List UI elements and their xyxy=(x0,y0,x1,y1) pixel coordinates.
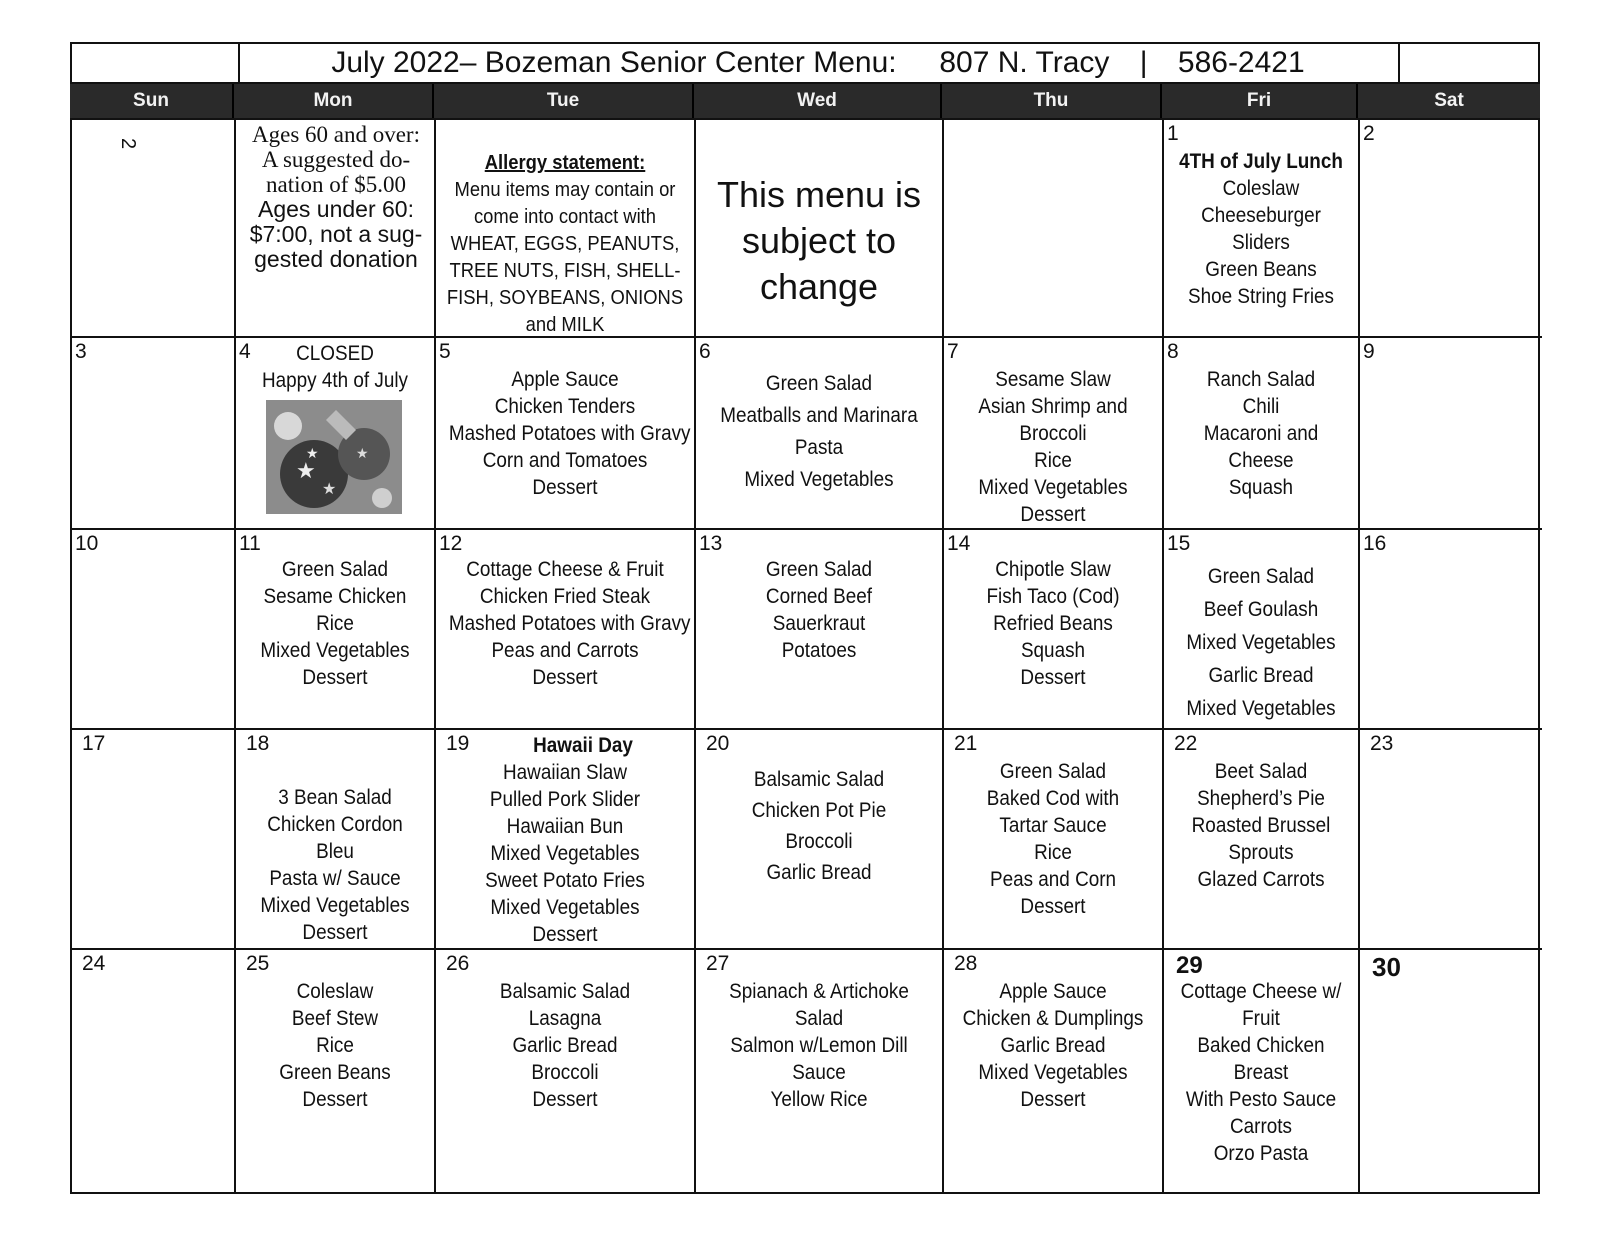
cell-w2-fri xyxy=(1164,338,1360,530)
date-number: 22 xyxy=(1174,732,1198,755)
menu-item: Roasted Brussel xyxy=(1191,814,1331,837)
title-separator: | xyxy=(1139,46,1148,79)
donation-line: Ages 60 and over: xyxy=(252,122,420,147)
date-number: 5 xyxy=(439,340,451,363)
date-number: 10 xyxy=(75,532,99,555)
menu-item: Carrots xyxy=(1230,1115,1292,1138)
donation-line: A suggested do- xyxy=(261,147,411,172)
menu-item: Beef Stew xyxy=(291,1007,379,1030)
date-number: 12 xyxy=(439,532,463,555)
menu-item: Mixed Vegetables xyxy=(490,842,640,865)
menu-item: Pulled Pork Slider xyxy=(489,788,641,811)
menu-item: Fish Taco (Cod) xyxy=(986,585,1120,608)
menu-item: Mixed Vegetables xyxy=(260,639,410,662)
menu-items xyxy=(708,556,929,664)
menu-item: Dessert xyxy=(1020,666,1086,689)
menu-item: Green Beans xyxy=(1205,258,1317,281)
menu-item: Squash xyxy=(1020,639,1086,662)
menu-items xyxy=(1174,978,1349,1167)
menu-item: Mixed Vegetables xyxy=(978,476,1128,499)
menu-item: Garlic Bread xyxy=(1208,664,1314,687)
menu-item: Green Beans xyxy=(279,1061,391,1084)
allergy-line: TREE NUTS, FISH, SHELL- xyxy=(449,260,681,282)
date-number: 11 xyxy=(239,532,261,555)
cell-w5-wed xyxy=(696,950,944,1192)
date-number: 7 xyxy=(947,340,959,363)
cell-w3-tue xyxy=(436,530,696,730)
donation-line: Ages under 60: xyxy=(257,196,414,222)
day-head-fri: Fri xyxy=(1162,84,1358,118)
notice-line: This menu is xyxy=(716,174,922,215)
menu-item: Dessert xyxy=(1020,503,1086,526)
allergy-statement xyxy=(446,150,683,338)
menu-item: Green Salad xyxy=(765,372,873,395)
menu-item: Dessert xyxy=(532,923,598,946)
cell-w1-wed xyxy=(696,120,944,338)
date-number: 20 xyxy=(706,732,730,755)
cell-w1-mon xyxy=(236,120,436,338)
date-number: 25 xyxy=(246,952,270,975)
svg-text:★: ★ xyxy=(296,458,316,483)
menu-item: Rice xyxy=(316,612,354,635)
menu-item: Shoe String Fries xyxy=(1187,285,1335,308)
donation-line: nation of $5.00 xyxy=(266,172,406,197)
cell-w5-fri xyxy=(1164,950,1360,1192)
menu-item: Salad xyxy=(794,1007,844,1030)
donation-line: $7:00, not a sug- xyxy=(249,221,423,247)
menu-item: Rice xyxy=(316,1034,354,1057)
menu-item: Peas and Carrots xyxy=(491,639,639,662)
cell-w2-tue xyxy=(436,338,696,530)
date-number: 9 xyxy=(1363,340,1375,363)
date-number: 18 xyxy=(246,732,270,755)
cell-w2-mon xyxy=(236,338,436,530)
donation-note xyxy=(240,122,432,272)
menu-items xyxy=(246,978,424,1113)
date-number: 15 xyxy=(1167,532,1191,555)
change-notice xyxy=(696,172,942,310)
cell-w4-tue xyxy=(436,730,696,950)
cell-w4-wed xyxy=(696,730,944,950)
cell-w3-wed xyxy=(696,530,944,730)
menu-item: Mashed Potatoes with Gravy xyxy=(448,422,691,445)
menu-item: Sweet Potato Fries xyxy=(485,869,645,892)
menu-item: Bleu xyxy=(316,840,354,863)
cell-w3-sat xyxy=(1360,530,1542,730)
date-number: 23 xyxy=(1370,732,1394,755)
date-number: 1 xyxy=(1167,122,1179,145)
allergy-title: Allergy statement: xyxy=(484,152,646,174)
menu-item: Dessert xyxy=(532,476,598,499)
cell-w4-thu xyxy=(944,730,1164,950)
menu-item: Broccoli xyxy=(531,1061,599,1084)
date-number: 21 xyxy=(954,732,978,755)
cell-w2-thu xyxy=(944,338,1164,530)
menu-item: Dessert xyxy=(302,1088,368,1111)
menu-item: Balsamic Salad xyxy=(753,768,885,791)
menu-item: Cheeseburger xyxy=(1201,204,1321,227)
menu-item: Sprouts xyxy=(1228,841,1294,864)
cell-w2-sat xyxy=(1360,338,1542,530)
menu-item: Green Salad xyxy=(999,760,1107,783)
menu-items xyxy=(708,978,929,1113)
day-head-tue: Tue xyxy=(434,84,694,118)
cell-w3-sun xyxy=(72,530,236,730)
cell-w1-fri xyxy=(1164,120,1360,338)
cell-w4-sun xyxy=(72,730,236,950)
menu-items xyxy=(1174,560,1349,725)
allergy-line: WHEAT, EGGS, PEANUTS, xyxy=(450,233,680,255)
title-phone: 586-2421 xyxy=(1177,46,1305,79)
event-title: 4TH of July Lunch xyxy=(1179,150,1343,173)
cell-w2-sun xyxy=(72,338,236,530)
allergy-line: come into contact with xyxy=(473,206,657,228)
menu-item: Meatballs and Marinara xyxy=(720,404,918,427)
menu-item: Chicken & Dumplings xyxy=(962,1007,1144,1030)
menu-item: Rice xyxy=(1034,841,1072,864)
day-head-thu: Thu xyxy=(942,84,1162,118)
event-title: Hawaii Day xyxy=(533,734,633,757)
menu-item: Dessert xyxy=(1020,1088,1086,1111)
cell-w4-sat xyxy=(1360,730,1542,950)
menu-items xyxy=(448,366,691,501)
cell-w5-mon xyxy=(236,950,436,1192)
menu-item: Dessert xyxy=(302,921,368,944)
menu-items xyxy=(955,556,1151,691)
cell-w5-tue xyxy=(436,950,696,1192)
svg-text:★: ★ xyxy=(306,445,319,461)
menu-item: Sesame Chicken xyxy=(263,585,407,608)
menu-item: Mixed Vegetables xyxy=(1186,697,1336,720)
menu-item: Coleslaw xyxy=(1222,177,1300,200)
menu-item: Broccoli xyxy=(1019,422,1087,445)
menu-item: Corn and Tomatoes xyxy=(482,449,648,472)
cell-w1-thu xyxy=(944,120,1164,338)
date-number: 4 xyxy=(239,340,251,363)
date-number: 8 xyxy=(1167,340,1179,363)
cell-w1-sat xyxy=(1360,120,1542,338)
cell-w5-sun xyxy=(72,950,236,1192)
menu-items xyxy=(1174,148,1349,310)
date-number: 13 xyxy=(699,532,723,555)
day-head-sun: Sun xyxy=(70,84,234,118)
date-number: 30 xyxy=(1372,952,1401,982)
page-title xyxy=(240,44,1396,82)
cell-w1-tue xyxy=(436,120,696,338)
menu-item: Garlic Bread xyxy=(766,861,872,884)
menu-items xyxy=(449,978,681,1113)
notice-line: subject to xyxy=(741,220,897,261)
menu-item: Tartar Sauce xyxy=(999,814,1107,837)
menu-item: Dessert xyxy=(1020,895,1086,918)
menu-item: Mixed Vegetables xyxy=(744,468,894,491)
menu-item: Fruit xyxy=(1242,1007,1280,1030)
menu-item: Chili xyxy=(1242,395,1280,418)
cell-w4-fri xyxy=(1164,730,1360,950)
menu-item: Lasagna xyxy=(528,1007,602,1030)
menu-item: Dessert xyxy=(302,666,368,689)
menu-item: 3 Bean Salad xyxy=(278,786,392,809)
menu-items xyxy=(246,340,424,394)
menu-item: Chicken Pot Pie xyxy=(751,799,887,822)
allergy-line: and MILK xyxy=(525,314,605,336)
date-number: 6 xyxy=(699,340,711,363)
menu-items xyxy=(246,784,424,946)
menu-item: Macaroni and xyxy=(1203,422,1319,445)
closed-label: CLOSED xyxy=(296,342,374,365)
menu-items xyxy=(449,732,681,948)
menu-item: Pasta xyxy=(794,436,844,459)
menu-item: Green Salad xyxy=(281,558,389,581)
menu-item: Shepherd’s Pie xyxy=(1197,787,1325,810)
date-number: 19 xyxy=(446,732,470,755)
menu-item: Sauce xyxy=(792,1061,846,1084)
menu-item: Corned Beef xyxy=(765,585,873,608)
menu-item: Mixed Vegetables xyxy=(260,894,410,917)
menu-item: Yellow Rice xyxy=(770,1088,868,1111)
menu-item: Mashed Potatoes with Gravy xyxy=(448,612,691,635)
menu-item: Garlic Bread xyxy=(512,1034,618,1057)
menu-item: Mixed Vegetables xyxy=(978,1061,1128,1084)
menu-items xyxy=(1174,366,1349,501)
menu-item: Sesame Slaw xyxy=(995,368,1111,391)
title-row xyxy=(70,42,1540,84)
menu-item: Spianach & Artichoke xyxy=(729,980,909,1003)
menu-item: Ranch Salad xyxy=(1206,368,1316,391)
menu-item: Dessert xyxy=(532,1088,598,1111)
menu-item: Baked Cod with xyxy=(986,787,1120,810)
menu-item: Chicken Cordon xyxy=(267,813,403,836)
menu-item: Apple Sauce xyxy=(511,368,619,391)
menu-item: Cottage Cheese & Fruit xyxy=(466,558,664,581)
menu-item: Chipotle Slaw xyxy=(995,558,1111,581)
menu-item: With Pesto Sauce xyxy=(1185,1088,1337,1111)
menu-item: Garlic Bread xyxy=(1000,1034,1106,1057)
holiday-ornament-image xyxy=(266,400,402,514)
date-number: 16 xyxy=(1363,532,1387,555)
menu-item: Sliders xyxy=(1232,231,1290,254)
date-number: 17 xyxy=(82,732,106,755)
date-number: 3 xyxy=(75,340,87,363)
date-number: 2 xyxy=(1363,122,1375,145)
menu-items xyxy=(708,764,929,888)
menu-item: Dessert xyxy=(532,666,598,689)
holiday-label: Happy 4th of July xyxy=(261,369,409,392)
date-number: 14 xyxy=(947,532,971,555)
day-head-wed: Wed xyxy=(694,84,942,118)
cell-w1-sun xyxy=(72,120,236,338)
menu-item: Mixed Vegetables xyxy=(1186,631,1336,654)
menu-item: Potatoes xyxy=(781,639,857,662)
menu-item: Breast xyxy=(1233,1061,1289,1084)
cell-w5-thu xyxy=(944,950,1164,1192)
menu-item: Coleslaw xyxy=(296,980,374,1003)
svg-text:★: ★ xyxy=(356,445,369,461)
menu-calendar xyxy=(70,42,1540,1194)
menu-items xyxy=(246,556,424,691)
menu-item: Refried Beans xyxy=(993,612,1113,635)
date-number: 29 xyxy=(1176,952,1203,979)
menu-item: Green Salad xyxy=(1207,565,1315,588)
date-number: 24 xyxy=(82,952,106,975)
cell-w2-wed xyxy=(696,338,944,530)
menu-items xyxy=(708,368,929,496)
date-number: 28 xyxy=(954,952,978,975)
cell-w5-sat xyxy=(1360,950,1542,1192)
cell-w3-thu xyxy=(944,530,1164,730)
menu-items xyxy=(1174,758,1349,893)
calendar-grid xyxy=(70,118,1540,1194)
cell-w4-mon xyxy=(236,730,436,950)
margin-mark: 2 xyxy=(117,137,140,150)
menu-item: Chicken Fried Steak xyxy=(479,585,651,608)
cell-w3-fri xyxy=(1164,530,1360,730)
menu-item: Orzo Pasta xyxy=(1213,1142,1309,1165)
cell-w3-mon xyxy=(236,530,436,730)
menu-items xyxy=(955,978,1151,1113)
donation-line: gested donation xyxy=(254,246,418,272)
menu-item: Glazed Carrots xyxy=(1197,868,1325,891)
menu-item: Sauerkraut xyxy=(772,612,866,635)
notice-line: change xyxy=(759,266,879,307)
menu-item: Cheese xyxy=(1228,449,1294,472)
date-number: 26 xyxy=(446,952,470,975)
menu-item: Pasta w/ Sauce xyxy=(269,867,401,890)
menu-item: Salmon w/Lemon Dill xyxy=(730,1034,908,1057)
menu-item: Baked Chicken xyxy=(1197,1034,1325,1057)
menu-item: Asian Shrimp and xyxy=(978,395,1128,418)
menu-item: Hawaiian Slaw xyxy=(503,761,627,784)
menu-item: Cottage Cheese w/ xyxy=(1180,980,1342,1003)
menu-item: Rice xyxy=(1034,449,1072,472)
date-number: 27 xyxy=(706,952,730,975)
svg-text:★: ★ xyxy=(322,481,337,498)
menu-item: Hawaiian Bun xyxy=(506,815,624,838)
menu-item: Apple Sauce xyxy=(999,980,1107,1003)
title-main: July 2022– Bozeman Senior Center Menu: xyxy=(331,46,897,79)
menu-item: Broccoli xyxy=(785,830,853,853)
menu-items xyxy=(448,556,691,691)
allergy-line: FISH, SOYBEANS, ONIONS xyxy=(446,287,684,309)
menu-item: Mixed Vegetables xyxy=(490,896,640,919)
weekday-header xyxy=(70,84,1540,118)
day-head-mon: Mon xyxy=(234,84,434,118)
menu-item: Squash xyxy=(1228,476,1294,499)
allergy-line: Menu items may contain or xyxy=(454,179,676,201)
title-divider xyxy=(1398,44,1400,82)
menu-items xyxy=(955,366,1151,528)
menu-item: Beet Salad xyxy=(1214,760,1308,783)
menu-item: Peas and Corn xyxy=(989,868,1117,891)
menu-item: Beef Goulash xyxy=(1203,598,1319,621)
menu-item: Green Salad xyxy=(765,558,873,581)
menu-item: Balsamic Salad xyxy=(499,980,631,1003)
menu-item: Chicken Tenders xyxy=(494,395,636,418)
menu-items xyxy=(955,758,1151,920)
day-head-sat: Sat xyxy=(1434,90,1464,111)
title-address: 807 N. Tracy xyxy=(939,46,1110,79)
